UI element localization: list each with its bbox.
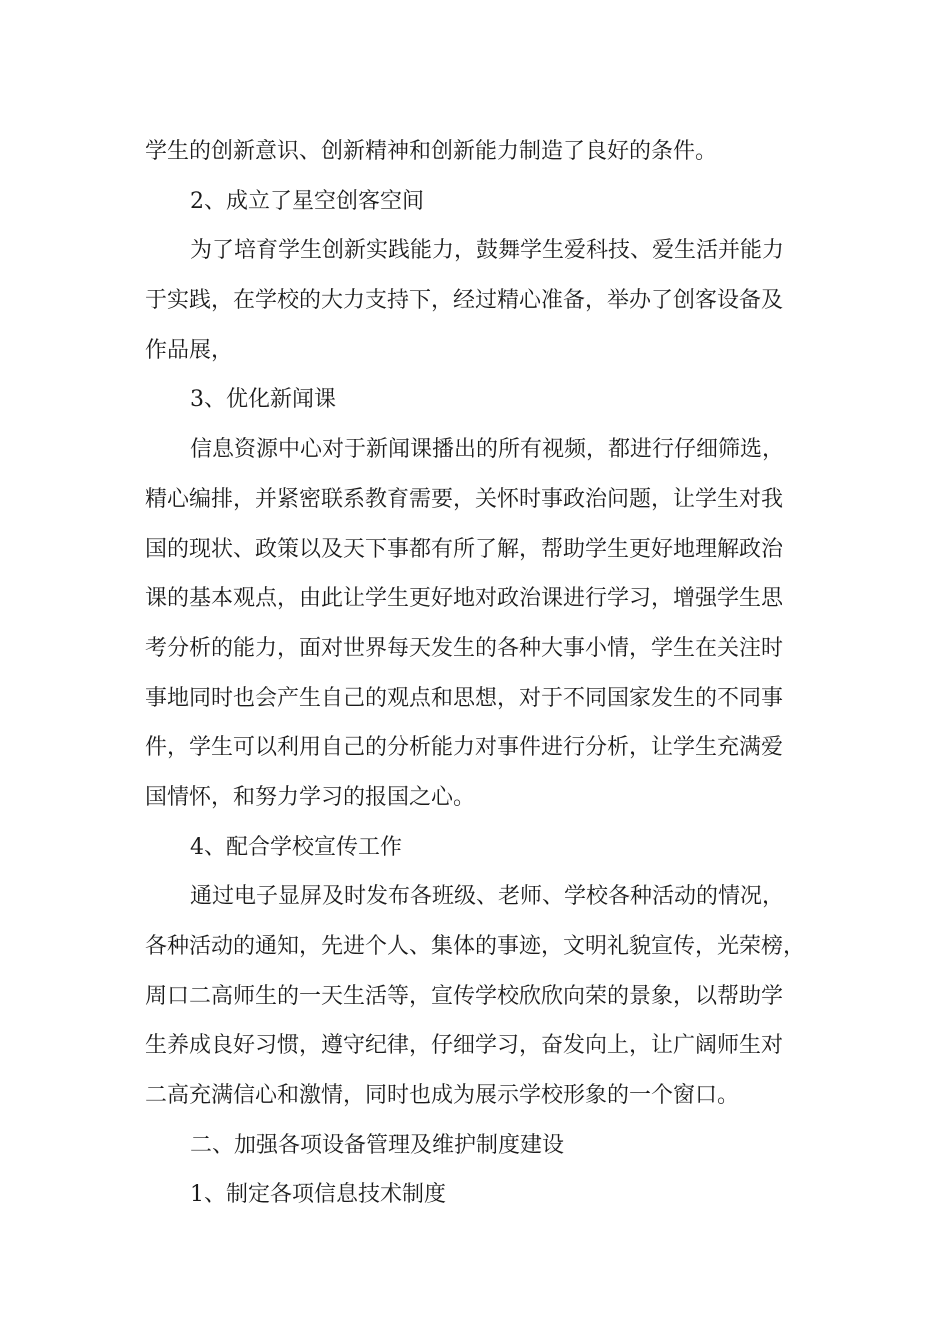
text-line: 事地同时也会产生自己的观点和思想，对于不同国家发生的不同事	[145, 685, 784, 711]
text-line: 作品展，	[145, 337, 234, 363]
text-line: 于实践，在学校的大力支持下，经过精心准备，举办了创客设备及	[145, 288, 784, 314]
text-line: 学生的创新意识、创新精神和创新能力制造了良好的条件。	[145, 139, 718, 164]
paragraph-first-line: 通过电子显屏及时发布各班级、老师、学校各种活动的情况，	[190, 884, 785, 910]
text-line: 生养成良好习惯，遵守纪律，仔细学习，奋发向上，让广阔师生对	[145, 1033, 784, 1059]
chapter-heading: 二、加强各项设备管理及维护制度建设	[190, 1132, 565, 1158]
text-line: 周口二高师生的一天生活等，宣传学校欣欣向荣的景象，以帮助学	[145, 983, 784, 1009]
text-line: 各种活动的通知，先进个人、集体的事迹，文明礼貌宣传，光荣榜，	[145, 934, 806, 959]
section-heading: 2、成立了星空创客空间	[190, 188, 424, 214]
section-heading: 4、配合学校宣传工作	[190, 834, 402, 860]
text-line: 课的基本观点，由此让学生更好地对政治课进行学习，增强学生思	[145, 586, 784, 612]
text-line: 考分析的能力，面对世界每天发生的各种大事小情，学生在关注时	[145, 635, 784, 661]
text-line: 国的现状、政策以及天下事都有所了解，帮助学生更好地理解政治	[145, 536, 784, 562]
text-line: 国情怀，和努力学习的报国之心。	[145, 784, 476, 810]
text-line: 精心编排，并紧密联系教育需要，关怀时事政治问题，让学生对我	[145, 486, 784, 512]
section-heading: 3、优化新闻课	[190, 387, 336, 413]
paragraph-first-line: 信息资源中心对于新闻课播出的所有视频，都进行仔细筛选，	[190, 437, 785, 463]
document-body	[145, 127, 815, 1220]
text-line: 二高充满信心和激情，同时也成为展示学校形象的一个窗口。	[145, 1083, 740, 1109]
text-line: 件，学生可以利用自己的分析能力对事件进行分析，让学生充满爱	[145, 735, 784, 761]
section-heading: 1、制定各项信息技术制度	[190, 1182, 446, 1208]
paragraph-first-line: 为了培育学生创新实践能力，鼓舞学生爱科技、爱生活并能力	[190, 238, 785, 264]
